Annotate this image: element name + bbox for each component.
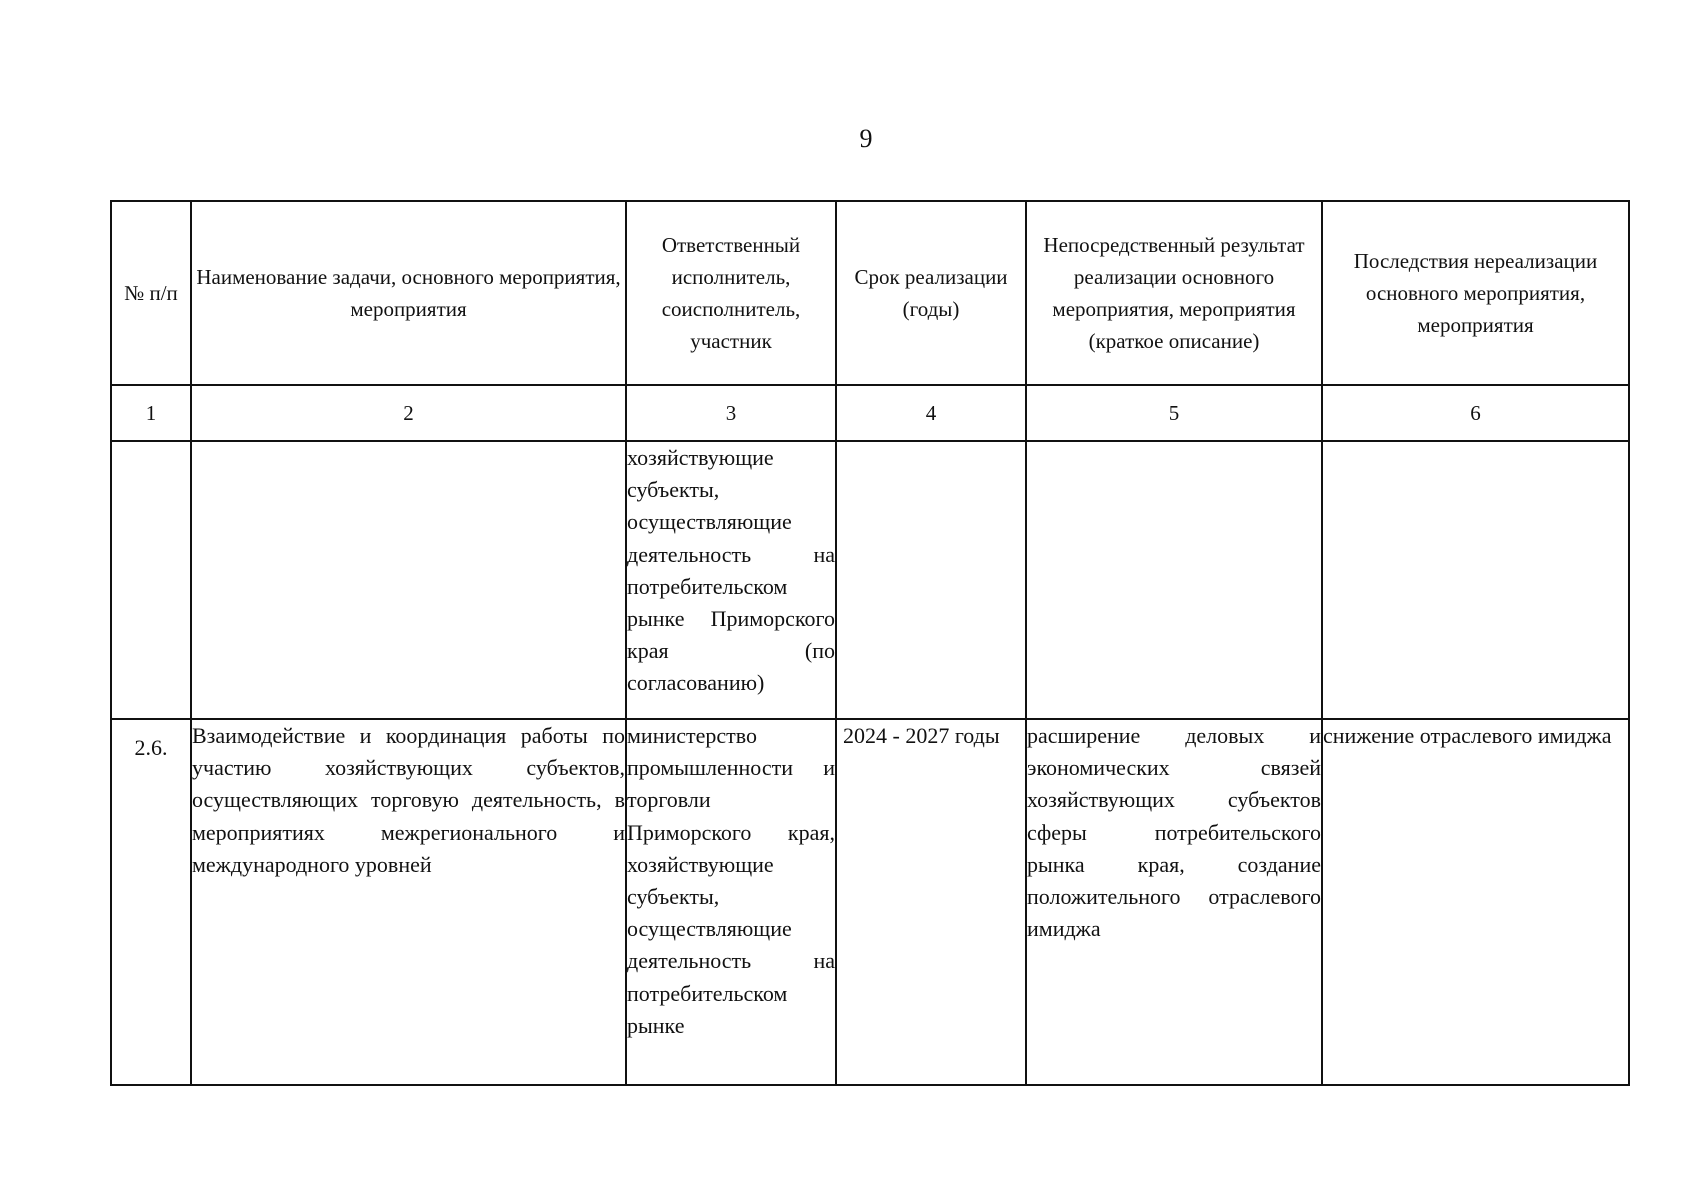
row-consequence — [1322, 441, 1629, 719]
table-row — [111, 441, 1629, 719]
header-executor: Ответственный исполнитель, соисполнитель, участник — [626, 201, 836, 385]
row-term: 2024 - 2027 годы — [836, 719, 1026, 1085]
column-number: 3 — [626, 385, 836, 441]
program-table — [110, 200, 1630, 1086]
row-executor: хозяйствующие субъекты, осуществляющие деятельность на потребительском рынке Приморского края (по согласованию) — [626, 441, 836, 719]
row-consequence: снижение отраслевого имиджа — [1322, 719, 1629, 1085]
column-number: 6 — [1322, 385, 1629, 441]
row-task-name: Взаимодействие и координация работы по участию хозяйствующих субъектов, осуществляющих торговую деятельность, в мероприятиях межрегионального и международного уровней — [191, 719, 626, 1085]
column-number: 4 — [836, 385, 1026, 441]
header-result: Непосредственный результат реализации основного мероприятия, мероприятия (краткое описание) — [1026, 201, 1322, 385]
row-number — [111, 441, 191, 719]
header-consequence: Последствия нереализации основного мероприятия, мероприятия — [1322, 201, 1629, 385]
row-task-name — [191, 441, 626, 719]
column-number: 5 — [1026, 385, 1322, 441]
table-header-row — [111, 201, 1629, 385]
header-number: № п/п — [111, 201, 191, 385]
row-result: расширение деловых и экономических связей хозяйствующих субъектов сферы потребительского рынка края, создание положительного отраслевого имиджа — [1026, 719, 1322, 1085]
row-term — [836, 441, 1026, 719]
column-number: 2 — [191, 385, 626, 441]
page-number: 9 — [859, 124, 873, 153]
header-term: Срок реализации (годы) — [836, 201, 1026, 385]
row-number: 2.6. — [111, 719, 191, 1085]
row-executor: министерство промышленности и торговли Приморского края, хозяйствующие субъекты, осуществляющие деятельность на потребительском рынке — [626, 719, 836, 1085]
table-row — [111, 719, 1629, 1085]
column-number: 1 — [111, 385, 191, 441]
header-task-name: Наименование задачи, основного мероприятия, мероприятия — [191, 201, 626, 385]
row-result — [1026, 441, 1322, 719]
column-number-row — [111, 385, 1629, 441]
